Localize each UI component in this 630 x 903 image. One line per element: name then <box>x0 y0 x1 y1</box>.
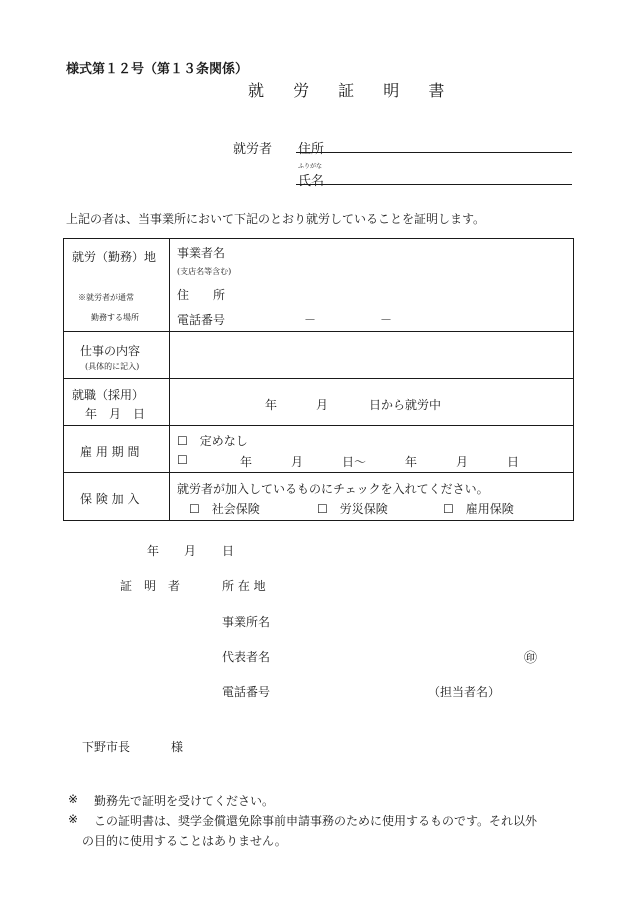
worker-address-label: 住所 <box>298 142 325 157</box>
form-number: 様式第１２号（第１３条関係） <box>66 62 249 77</box>
workplace-phone-label: 電話番号 <box>177 313 226 327</box>
period-start-month: 月 <box>291 455 304 469</box>
note2-text-line1: この証明書は、奨学金償還免除事前申請事務のために使用するものです。それ以外 <box>94 814 538 828</box>
worker-label: 就労者 <box>233 142 273 157</box>
contact-person-label: （担当者名） <box>428 685 501 699</box>
job-heading: 仕事の内容 <box>80 344 141 358</box>
addressee-honorific: 様 <box>171 740 184 754</box>
note2-text-line2: の目的に使用することはありません。 <box>82 834 287 848</box>
office-name-label: 事業所名 <box>222 615 271 629</box>
worker-address-line[interactable] <box>296 152 572 153</box>
employment-heading: 就職（採用） <box>72 388 145 402</box>
cert-date-year: 年 <box>147 544 160 558</box>
representative-label: 代表者名 <box>222 650 271 664</box>
certifier-label: 証 明 者 <box>120 579 181 593</box>
workplace-address-label: 住 所 <box>177 288 226 302</box>
table-row-employment <box>64 379 573 426</box>
period-end-day: 日 <box>507 455 520 469</box>
workplace-note-line1: ※就労者が通常 <box>78 293 134 302</box>
workplace-note-line2: 勤務する場所 <box>91 313 139 322</box>
period-end-month: 月 <box>456 455 469 469</box>
table-row-job <box>64 332 573 379</box>
employment-insurance-checkbox[interactable]: ☐ 雇用保険 <box>443 502 514 516</box>
period-start-day: 日～ <box>342 455 367 469</box>
phone-dash-2: － <box>380 313 393 327</box>
certifier-location-label: 所 在 地 <box>222 579 266 593</box>
workers-comp-checkbox[interactable]: ☐ 労災保険 <box>317 502 388 516</box>
period-end-year: 年 <box>405 455 418 469</box>
employment-year: 年 <box>265 398 278 412</box>
table-row-insurance <box>64 473 573 522</box>
period-start-year: 年 <box>240 455 253 469</box>
business-name-label: 事業者名 <box>177 246 226 260</box>
certification-statement: 上記の者は、当事業所において下記のとおり就労していることを証明します。 <box>66 212 486 226</box>
job-subheading: (具体的に記入) <box>85 362 140 371</box>
furigana-label: ふりがな <box>298 163 323 170</box>
document-title: 就 労 証 明 書 <box>248 81 457 100</box>
branch-note: (支店名等含む) <box>177 267 232 276</box>
table-row-period <box>64 426 573 473</box>
note1-text: 勤務先で証明を受けてください。 <box>94 794 275 808</box>
workplace-heading: 就労（勤務）地 <box>72 250 157 264</box>
phone-dash-1: － <box>304 313 317 327</box>
worker-name-line[interactable] <box>296 184 572 185</box>
cert-date-month: 月 <box>184 544 197 558</box>
certifier-phone-label: 電話番号 <box>222 685 271 699</box>
employment-date-units: 年 月 日 <box>85 407 146 421</box>
certificate-table <box>63 238 574 521</box>
period-fixed-checkbox[interactable]: ☐ <box>177 453 188 467</box>
employment-since: 日から就労中 <box>369 398 442 412</box>
note2-mark: ※ <box>68 812 79 826</box>
social-insurance-checkbox[interactable]: ☐ 社会保険 <box>189 502 260 516</box>
table-row-workplace <box>64 239 573 332</box>
cert-date-day: 日 <box>222 544 235 558</box>
period-heading: 雇 用 期 間 <box>80 445 140 459</box>
employment-month: 月 <box>316 398 329 412</box>
worker-name-label: 氏名 <box>298 174 325 189</box>
addressee-name: 下野市長 <box>82 740 131 754</box>
note1-mark: ※ <box>68 792 79 806</box>
insurance-heading: 保 険 加 入 <box>80 492 140 506</box>
seal-mark: ㊞ <box>524 651 538 666</box>
period-no-fixed-checkbox[interactable]: ☐ 定めなし <box>177 434 248 448</box>
insurance-instruction: 就労者が加入しているものにチェックを入れてください。 <box>177 482 489 496</box>
